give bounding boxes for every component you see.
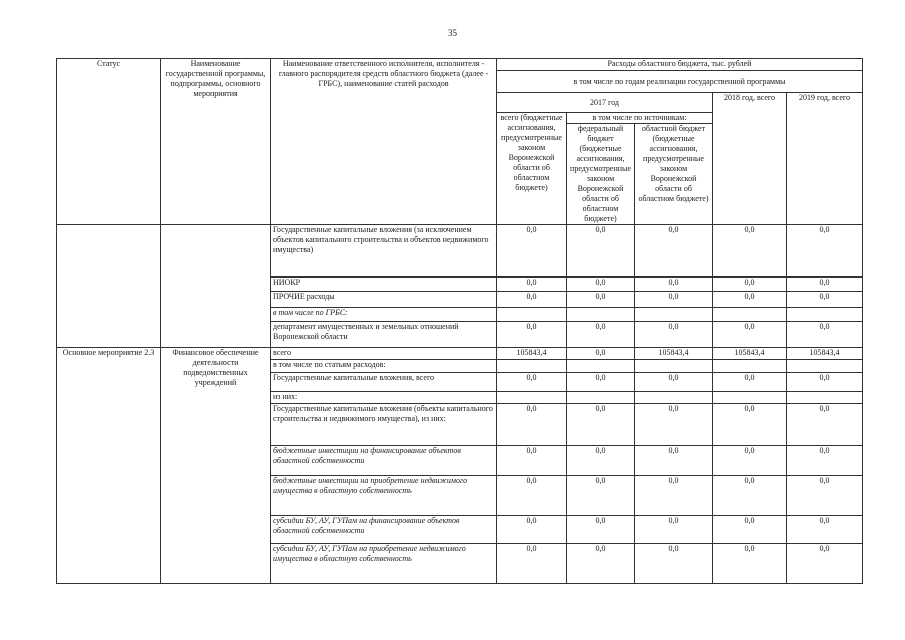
value-federal-2017: 0,0	[567, 278, 635, 292]
row-name: департамент имущественных и земельных отношений Воронежской области	[271, 322, 497, 348]
value-federal-2017	[567, 308, 635, 322]
header-year-2019: 2019 год, всего	[787, 93, 863, 225]
header-row-1	[57, 59, 863, 71]
value-federal-2017: 0,0	[567, 446, 635, 476]
value-2018: 0,0	[713, 516, 787, 544]
value-regional-2017	[635, 308, 713, 322]
row-name: бюджетные инвестиции на финансирование объектов областной собственности	[271, 446, 497, 476]
value-2018	[713, 308, 787, 322]
row-name: бюджетные инвестиции на приобретение недвижимого имущества в областную собственность	[271, 476, 497, 516]
value-regional-2017: 0,0	[635, 225, 713, 277]
value-federal-2017: 0,0	[567, 322, 635, 348]
value-total-2017	[497, 360, 567, 373]
value-regional-2017: 0,0	[635, 544, 713, 584]
value-total-2017: 105843,4	[497, 348, 567, 360]
header-program-name: Наименование государственной программы, подпрограммы, основного мероприятия	[161, 59, 271, 225]
value-2018: 0,0	[713, 322, 787, 348]
page-number: 35	[448, 28, 457, 38]
value-total-2017	[497, 308, 567, 322]
value-regional-2017: 0,0	[635, 476, 713, 516]
value-2018: 0,0	[713, 373, 787, 392]
table-row	[57, 348, 863, 360]
row-name: в том числе по ГРБС:	[271, 308, 497, 322]
value-regional-2017	[635, 360, 713, 373]
value-total-2017: 0,0	[497, 404, 567, 446]
value-regional-2017: 0,0	[635, 373, 713, 392]
row-name: в том числе по статьям расходов:	[271, 360, 497, 373]
value-federal-2017: 0,0	[567, 476, 635, 516]
header-by-years: в том числе по годам реализации государственной программы	[497, 71, 863, 93]
value-federal-2017: 0,0	[567, 348, 635, 360]
value-2018: 0,0	[713, 404, 787, 446]
header-year-2017: 2017 год	[497, 93, 713, 113]
value-total-2017: 0,0	[497, 476, 567, 516]
row-name: НИОКР	[271, 278, 497, 292]
value-2019	[787, 360, 863, 373]
value-2018: 0,0	[713, 544, 787, 584]
value-total-2017: 0,0	[497, 322, 567, 348]
value-total-2017: 0,0	[497, 446, 567, 476]
value-federal-2017: 0,0	[567, 516, 635, 544]
row-name: из них:	[271, 392, 497, 404]
value-2019: 0,0	[787, 516, 863, 544]
row-name: субсидии БУ, АУ, ГУПам на приобретение недвижимого имущества в областную собственность	[271, 544, 497, 584]
header-expenses: Расходы областного бюджета, тыс. рублей	[497, 59, 863, 71]
row-name: субсидии БУ, АУ, ГУПам на финансирование объектов областной собственности	[271, 516, 497, 544]
value-2019: 0,0	[787, 292, 863, 308]
row-name: Государственные капитальные вложения (за исключением объектов капитального строительства и объектов недвижимого имущества)	[271, 225, 497, 277]
measure-name: Финансовое обеспечение деятельности подведомственных учреждений	[161, 348, 271, 584]
header-regional: областной бюджет (бюджетные ассигнования, предусмотренные законом Воронежской области об областном бюджете)	[635, 124, 713, 225]
value-regional-2017: 0,0	[635, 322, 713, 348]
table-row	[57, 225, 863, 277]
value-2018: 0,0	[713, 225, 787, 277]
value-federal-2017: 0,0	[567, 373, 635, 392]
value-total-2017: 0,0	[497, 292, 567, 308]
value-regional-2017: 0,0	[635, 404, 713, 446]
value-federal-2017	[567, 392, 635, 404]
value-2018	[713, 360, 787, 373]
header-federal: федеральный бюджет (бюджетные ассигнования, предусмотренные законом Воронежской области об областном бюджете)	[567, 124, 635, 225]
value-2019: 105843,4	[787, 348, 863, 360]
value-federal-2017: 0,0	[567, 404, 635, 446]
value-total-2017: 0,0	[497, 278, 567, 292]
program-cell	[161, 225, 271, 348]
header-year-2018: 2018 год, всего	[713, 93, 787, 225]
value-federal-2017: 0,0	[567, 544, 635, 584]
value-2019	[787, 392, 863, 404]
value-regional-2017: 0,0	[635, 278, 713, 292]
value-2019	[787, 308, 863, 322]
value-2019: 0,0	[787, 404, 863, 446]
value-regional-2017: 0,0	[635, 446, 713, 476]
value-2019: 0,0	[787, 544, 863, 584]
value-total-2017: 0,0	[497, 225, 567, 277]
value-total-2017: 0,0	[497, 373, 567, 392]
status-cell	[57, 225, 161, 348]
value-2019: 0,0	[787, 373, 863, 392]
value-2018: 105843,4	[713, 348, 787, 360]
value-federal-2017: 0,0	[567, 225, 635, 277]
header-total-2017: всего (бюджетные ассигнования, предусмотренные законом Воронежской области об областном бюджете)	[497, 113, 567, 225]
row-name: всего	[271, 348, 497, 360]
header-status: Статус	[57, 59, 161, 225]
budget-table	[56, 58, 863, 584]
header-executor: Наименование ответственного исполнителя, исполнителя - главного распорядителя средств областного бюджета (далее - ГРБС), наименование статей расходов	[271, 59, 497, 225]
header-by-sources: в том числе по источникам:	[567, 113, 713, 124]
value-total-2017: 0,0	[497, 544, 567, 584]
value-2019: 0,0	[787, 446, 863, 476]
measure-status: Основное мероприятие 2.3	[57, 348, 161, 584]
value-total-2017	[497, 392, 567, 404]
value-2018: 0,0	[713, 278, 787, 292]
row-name: Государственные капитальные вложения, всего	[271, 373, 497, 392]
value-2019: 0,0	[787, 225, 863, 277]
value-total-2017: 0,0	[497, 516, 567, 544]
value-2019: 0,0	[787, 476, 863, 516]
value-federal-2017	[567, 360, 635, 373]
value-regional-2017: 0,0	[635, 516, 713, 544]
value-regional-2017: 0,0	[635, 292, 713, 308]
value-2018: 0,0	[713, 292, 787, 308]
value-federal-2017: 0,0	[567, 292, 635, 308]
value-2018	[713, 392, 787, 404]
value-2018: 0,0	[713, 476, 787, 516]
row-name: Государственные капитальные вложения (объекты капитального строительства и недвижимого имущества), из них:	[271, 404, 497, 446]
value-regional-2017: 105843,4	[635, 348, 713, 360]
value-2019: 0,0	[787, 322, 863, 348]
value-2019: 0,0	[787, 278, 863, 292]
value-2018: 0,0	[713, 446, 787, 476]
value-regional-2017	[635, 392, 713, 404]
row-name: ПРОЧИЕ расходы	[271, 292, 497, 308]
